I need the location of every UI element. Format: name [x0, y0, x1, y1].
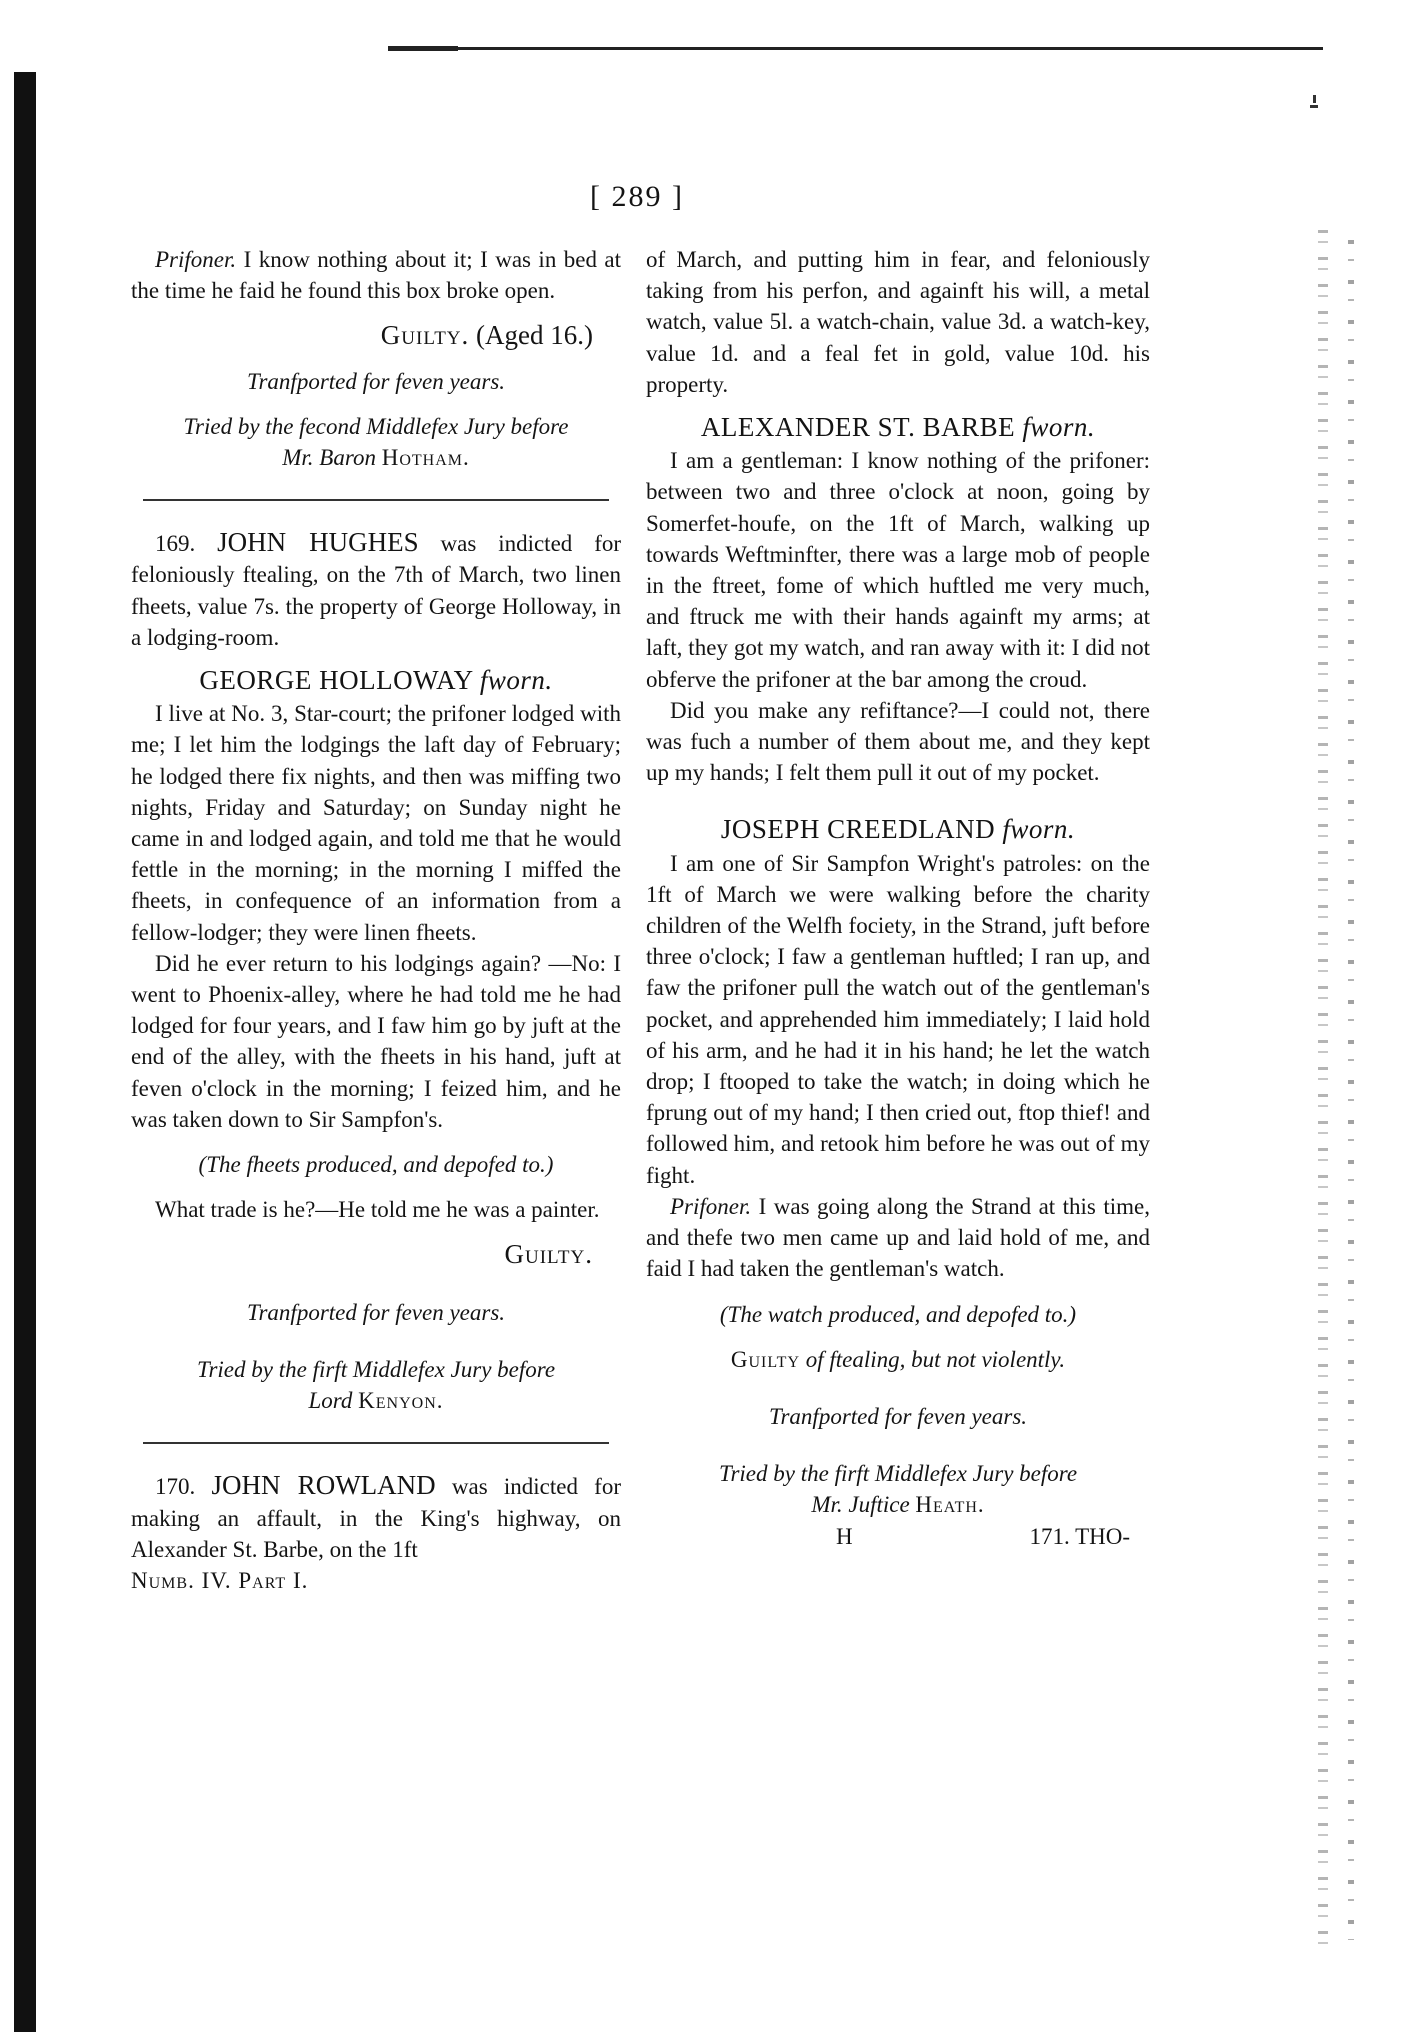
judge [131, 442, 621, 473]
judge-name: Hotham. [381, 445, 470, 471]
testimony: I live at No. 3, Star-court; the prifoner lodged with me; I let him the lodgings the laft day of February; he lodged there fix nights, and then was miffing two nights, Friday and Saturday; on Sunday night he came in and lodged again, and told me that he would fettle in the morning; in the morning I miffed the fheets, in confequence of an information from a fellow-lodger; they were linen fheets. [131, 701, 621, 945]
judge [646, 1489, 1150, 1520]
sentence: Tranfported for feven years. [768, 1403, 1028, 1429]
tried-before: Tried by the fecond Middlefex Jury before [183, 413, 569, 439]
scan-speck [1310, 105, 1318, 108]
left-column [131, 244, 621, 1596]
tried-before: Tried by the firft Middlefex Jury before [718, 1461, 1078, 1487]
footer-row [646, 1521, 1150, 1552]
bleed-through [1318, 230, 1328, 1950]
judge-name: Heath. [915, 1492, 985, 1518]
testimony: I am a gentleman: I know nothing of the prifoner: between two and three o'clock at noon, going by Somerfet-houfe, on the 1ft of March, walking up towards Weftminfter, there was a large mob of people in the ftreet, fome of which huftled me very much, and ftruck me with their hands againft my arms; at laft, they got my watch, and ran away with it: I did not obferve the prifoner at the bar among the croud. [646, 448, 1150, 692]
top-rule [388, 47, 1323, 50]
right-column [646, 244, 1150, 1552]
evidence-produced: (The fheets produced, and depofed to.) [198, 1152, 554, 1178]
top-rule-thick [388, 46, 458, 51]
witness-heading [131, 665, 621, 696]
judge-title: Lord [308, 1388, 353, 1414]
statement-text: I know nothing about it; I was in bed at the time he faid he found this box broke open. [131, 247, 622, 304]
verdict-age: (Aged 16.) [476, 320, 593, 351]
witness-heading [646, 412, 1150, 443]
catchword: 171. THO- [1029, 1523, 1130, 1549]
testimony: I am one of Sir Sampfon Wright's patroles: on the 1ft of March we were walking before the charity children of the Welfh fociety, in the Strand, juft before three o'clock; I faw a gentleman huftled; I ran up, and faw the prifoner pull the watch out of the gentleman's pocket, and apprehended him immediately; I laid hold of his arm, and he had it in his hand; he let the watch drop; I ftooped to take the watch; in doing which he fprung out of my hand; I then cried out, ftop thief! and followed him, and retook him before he was out of my fight. [646, 850, 1150, 1188]
indictment-text: was indicted for making an affault, in the King's highway, on Alexander St. Barbe, on the 1ft [131, 1474, 621, 1562]
verdict-text: Guilty. [380, 320, 470, 351]
testimony: Did you make any refiftance?—I could not, there was fuch a number of them about me, and they kept up my hands; I felt them pull it out of my pocket. [646, 697, 1150, 786]
sentence: Tranfported for feven years. [246, 1299, 506, 1325]
judge-title: Mr. Baron [282, 445, 376, 471]
judge-name: Kenyon. [358, 1388, 444, 1414]
verdict-text: Guilty [730, 1346, 801, 1372]
verdict [646, 1344, 1150, 1375]
case-170 [131, 1470, 621, 1565]
judge-title: Mr. Juftice [811, 1492, 910, 1518]
defendant-name: JOHN ROWLAND [211, 1470, 436, 1501]
testimony: Did he ever return to his lodgings again? —No: I went to Phoenix-alley, where he had told me he had lodged for four years, and I faw him go by juft at the end of the alley, with the fheets in his hand, juft at feven o'clock in the morning; I feized him, and he was taken down to Sir Sampfon's. [131, 950, 621, 1132]
page-number: [ 289 ] [590, 180, 684, 213]
witness-heading [646, 814, 1150, 845]
case-number: 170. [155, 1474, 196, 1500]
statement-text: I was going along the Strand at this time, and thefe two men came up and laid hold of me, and faid I had taken the gentleman's watch. [646, 1193, 1150, 1282]
verdict-qualifier: of ftealing, but not violently. [805, 1346, 1066, 1372]
case-169 [131, 527, 621, 653]
indictment-continued: of March, and putting him in fear, and feloniously taking from his perfon, and againft his will, a metal watch, value 5l. a watch-chain, value 3d. a watch-key, value 1d. and a feal fet in gold, value 10d. his property. [646, 247, 1150, 397]
scan-speck [1313, 95, 1316, 103]
judge [131, 1385, 621, 1416]
sworn-label: fworn. [1022, 412, 1096, 443]
case-number: 169. [155, 531, 196, 557]
prisoner-statement [646, 1191, 1150, 1285]
bleed-through [1348, 240, 1354, 1940]
witness-name: ALEXANDER ST. BARBE [700, 412, 1016, 443]
tried-before: Tried by the firft Middlefex Jury before [196, 1356, 556, 1382]
footer-signature-line: Numb. IV. Part I. [131, 1567, 309, 1593]
sentence: Tranfported for feven years. [246, 368, 506, 394]
defendant-name: JOHN HUGHES [217, 527, 419, 558]
scan-edge-shadow [14, 72, 36, 2032]
indictment-text: was indicted for feloniously ftealing, on the 7th of March, two linen fheets, value 7s. the property of George Holloway, in a lodging-room. [131, 531, 622, 650]
witness-name: JOSEPH CREEDLAND [720, 814, 996, 845]
speaker-label: Prifoner. [670, 1193, 752, 1219]
speaker-label: Prifoner. [155, 247, 237, 272]
testimony: What trade is he?—He told me he was a painter. [155, 1197, 600, 1223]
verdict [131, 320, 621, 351]
signature-mark: H [836, 1523, 853, 1549]
evidence-produced: (The watch produced, and depofed to.) [719, 1301, 1077, 1327]
witness-name: GEORGE HOLLOWAY [199, 665, 473, 696]
prisoner-statement [131, 244, 621, 306]
sworn-label: fworn. [479, 665, 553, 696]
verdict: Guilty. [504, 1239, 593, 1270]
sworn-label: fworn. [1002, 814, 1076, 845]
